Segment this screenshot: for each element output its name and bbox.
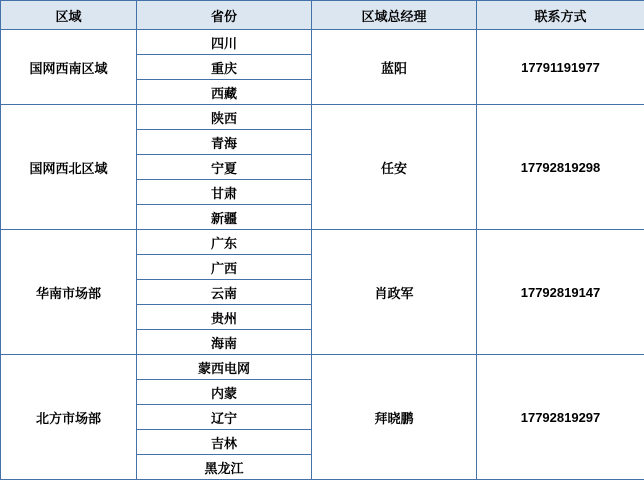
region-cell: 华南市场部 bbox=[1, 230, 137, 355]
province-cell: 西藏 bbox=[137, 80, 312, 105]
table-row bbox=[1, 105, 644, 130]
province-cell: 陕西 bbox=[137, 105, 312, 130]
manager-cell: 肖政军 bbox=[312, 230, 477, 355]
contact-cell: 17791191977 bbox=[477, 30, 644, 105]
contact-cell: 17792819147 bbox=[477, 230, 644, 355]
manager-cell: 蓝阳 bbox=[312, 30, 477, 105]
province-cell: 贵州 bbox=[137, 305, 312, 330]
province-cell: 广西 bbox=[137, 255, 312, 280]
table-header-row bbox=[1, 1, 644, 30]
column-header-region: 区域 bbox=[1, 1, 137, 30]
manager-cell: 拜晓鹏 bbox=[312, 355, 477, 480]
column-header-manager: 区域总经理 bbox=[312, 1, 477, 30]
province-cell: 云南 bbox=[137, 280, 312, 305]
contact-cell: 17792819297 bbox=[477, 355, 644, 480]
province-cell: 四川 bbox=[137, 30, 312, 55]
column-header-province: 省份 bbox=[137, 1, 312, 30]
province-cell: 宁夏 bbox=[137, 155, 312, 180]
region-cell: 北方市场部 bbox=[1, 355, 137, 480]
table-row bbox=[1, 230, 644, 255]
province-cell: 新疆 bbox=[137, 205, 312, 230]
region-cell: 国网西南区域 bbox=[1, 30, 137, 105]
province-cell: 吉林 bbox=[137, 430, 312, 455]
region-cell: 国网西北区域 bbox=[1, 105, 137, 230]
contact-cell: 17792819298 bbox=[477, 105, 644, 230]
province-cell: 广东 bbox=[137, 230, 312, 255]
manager-cell: 任安 bbox=[312, 105, 477, 230]
province-cell: 甘肃 bbox=[137, 180, 312, 205]
province-cell: 内蒙 bbox=[137, 380, 312, 405]
table-row bbox=[1, 30, 644, 55]
province-cell: 青海 bbox=[137, 130, 312, 155]
table-row bbox=[1, 355, 644, 380]
province-cell: 海南 bbox=[137, 330, 312, 355]
column-header-contact: 联系方式 bbox=[477, 1, 644, 30]
table-body bbox=[1, 30, 644, 480]
province-cell: 辽宁 bbox=[137, 405, 312, 430]
province-cell: 蒙西电网 bbox=[137, 355, 312, 380]
province-cell: 重庆 bbox=[137, 55, 312, 80]
table-header bbox=[1, 1, 644, 30]
province-cell: 黑龙江 bbox=[137, 455, 312, 480]
